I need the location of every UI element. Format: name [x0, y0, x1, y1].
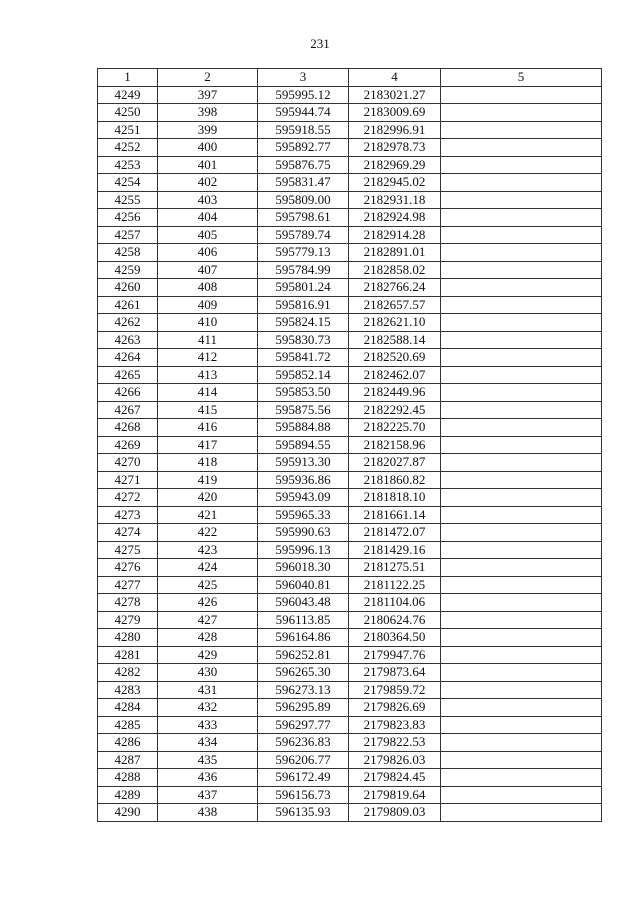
table-cell-col-3: 596135.93 [258, 804, 349, 822]
table-cell-col-2: 419 [158, 471, 258, 489]
table-row [98, 576, 602, 594]
table-cell-col-1: 4282 [98, 664, 158, 682]
table-cell-col-3: 595990.63 [258, 524, 349, 542]
table-cell-col-4: 2181661.14 [349, 506, 441, 524]
table-cell-col-4: 2179859.72 [349, 681, 441, 699]
table-cell-col-4: 2182931.18 [349, 191, 441, 209]
table-cell-col-3: 596206.77 [258, 751, 349, 769]
table-cell-col-3: 595798.61 [258, 209, 349, 227]
column-header-1: 1 [98, 69, 158, 87]
table-cell-col-2: 400 [158, 139, 258, 157]
table-row [98, 174, 602, 192]
table-cell-col-2: 404 [158, 209, 258, 227]
table-cell-col-2: 412 [158, 349, 258, 367]
table-row [98, 594, 602, 612]
table-cell-col-5 [441, 139, 602, 157]
table-cell-col-5 [441, 419, 602, 437]
table-row [98, 209, 602, 227]
table-cell-col-3: 595824.15 [258, 314, 349, 332]
table-cell-col-5 [441, 576, 602, 594]
table-cell-col-2: 422 [158, 524, 258, 542]
table-row [98, 611, 602, 629]
table-cell-col-3: 595816.91 [258, 296, 349, 314]
table-body [98, 86, 602, 821]
table-cell-col-1: 4271 [98, 471, 158, 489]
table-cell-col-3: 596164.86 [258, 629, 349, 647]
table-cell-col-2: 407 [158, 261, 258, 279]
table-cell-col-4: 2182914.28 [349, 226, 441, 244]
table-row [98, 489, 602, 507]
table-row [98, 454, 602, 472]
table-cell-col-3: 596043.48 [258, 594, 349, 612]
table-cell-col-2: 406 [158, 244, 258, 262]
table-cell-col-1: 4254 [98, 174, 158, 192]
table-cell-col-4: 2182621.10 [349, 314, 441, 332]
table-row [98, 191, 602, 209]
table-cell-col-2: 432 [158, 699, 258, 717]
table-cell-col-2: 435 [158, 751, 258, 769]
table-cell-col-1: 4250 [98, 104, 158, 122]
table-cell-col-3: 596156.73 [258, 786, 349, 804]
table-cell-col-1: 4261 [98, 296, 158, 314]
table-cell-col-5 [441, 314, 602, 332]
table-cell-col-1: 4260 [98, 279, 158, 297]
header-row [98, 69, 602, 87]
table-cell-col-2: 436 [158, 769, 258, 787]
table-cell-col-5 [441, 226, 602, 244]
table-cell-col-3: 595936.86 [258, 471, 349, 489]
table-cell-col-1: 4281 [98, 646, 158, 664]
table-cell-col-2: 408 [158, 279, 258, 297]
table-cell-col-5 [441, 716, 602, 734]
table-cell-col-4: 2182969.29 [349, 156, 441, 174]
column-header-5: 5 [441, 69, 602, 87]
table-cell-col-5 [441, 699, 602, 717]
table-row [98, 646, 602, 664]
table-cell-col-5 [441, 279, 602, 297]
table-row [98, 226, 602, 244]
table-cell-col-4: 2181472.07 [349, 524, 441, 542]
table-cell-col-2: 424 [158, 559, 258, 577]
table-row [98, 559, 602, 577]
table-cell-col-3: 596273.13 [258, 681, 349, 699]
table-cell-col-1: 4257 [98, 226, 158, 244]
table-cell-col-1: 4258 [98, 244, 158, 262]
table-cell-col-5 [441, 384, 602, 402]
table-cell-col-4: 2179823.83 [349, 716, 441, 734]
column-header-3: 3 [258, 69, 349, 87]
table-cell-col-1: 4251 [98, 121, 158, 139]
table-cell-col-2: 418 [158, 454, 258, 472]
table-cell-col-5 [441, 349, 602, 367]
table-cell-col-3: 595876.75 [258, 156, 349, 174]
table-cell-col-3: 596040.81 [258, 576, 349, 594]
table-cell-col-1: 4264 [98, 349, 158, 367]
table-cell-col-4: 2182766.24 [349, 279, 441, 297]
table-cell-col-2: 409 [158, 296, 258, 314]
table-row [98, 541, 602, 559]
table-cell-col-5 [441, 86, 602, 104]
table-cell-col-2: 416 [158, 419, 258, 437]
table-row [98, 279, 602, 297]
table-cell-col-3: 595801.24 [258, 279, 349, 297]
table-cell-col-2: 415 [158, 401, 258, 419]
table-cell-col-5 [441, 366, 602, 384]
table-cell-col-1: 4278 [98, 594, 158, 612]
table-row [98, 261, 602, 279]
table-cell-col-2: 417 [158, 436, 258, 454]
table-cell-col-3: 595789.74 [258, 226, 349, 244]
table-cell-col-2: 423 [158, 541, 258, 559]
table-row [98, 401, 602, 419]
table-row [98, 716, 602, 734]
table-row [98, 524, 602, 542]
table-cell-col-4: 2179826.69 [349, 699, 441, 717]
table-cell-col-3: 596295.89 [258, 699, 349, 717]
table-cell-col-4: 2181818.10 [349, 489, 441, 507]
table-cell-col-1: 4285 [98, 716, 158, 734]
table-cell-col-2: 431 [158, 681, 258, 699]
table-cell-col-5 [441, 594, 602, 612]
table-row [98, 139, 602, 157]
table-cell-col-1: 4265 [98, 366, 158, 384]
table-cell-col-4: 2179809.03 [349, 804, 441, 822]
table-cell-col-5 [441, 174, 602, 192]
table-cell-col-4: 2182449.96 [349, 384, 441, 402]
table-row [98, 436, 602, 454]
table-cell-col-5 [441, 786, 602, 804]
table-cell-col-5 [441, 611, 602, 629]
table-cell-col-4: 2183009.69 [349, 104, 441, 122]
table-cell-col-4: 2179822.53 [349, 734, 441, 752]
table-cell-col-4: 2179947.76 [349, 646, 441, 664]
table-cell-col-3: 596297.77 [258, 716, 349, 734]
table-cell-col-4: 2182027.87 [349, 454, 441, 472]
table-cell-col-3: 595841.72 [258, 349, 349, 367]
table-cell-col-5 [441, 559, 602, 577]
table-row [98, 769, 602, 787]
column-header-2: 2 [158, 69, 258, 87]
table-cell-col-1: 4269 [98, 436, 158, 454]
table-row [98, 804, 602, 822]
table-cell-col-5 [441, 804, 602, 822]
table-cell-col-3: 595995.12 [258, 86, 349, 104]
table-cell-col-1: 4255 [98, 191, 158, 209]
table-cell-col-3: 595894.55 [258, 436, 349, 454]
table-row [98, 699, 602, 717]
table-cell-col-2: 399 [158, 121, 258, 139]
table-cell-col-1: 4253 [98, 156, 158, 174]
table-cell-col-5 [441, 191, 602, 209]
table-cell-col-4: 2182996.91 [349, 121, 441, 139]
table-row [98, 331, 602, 349]
table-cell-col-5 [441, 489, 602, 507]
table-cell-col-4: 2182891.01 [349, 244, 441, 262]
table-cell-col-1: 4276 [98, 559, 158, 577]
table-cell-col-3: 595884.88 [258, 419, 349, 437]
table-row [98, 664, 602, 682]
table-cell-col-4: 2181860.82 [349, 471, 441, 489]
table-cell-col-4: 2181275.51 [349, 559, 441, 577]
table-cell-col-5 [441, 209, 602, 227]
table-cell-col-2: 428 [158, 629, 258, 647]
table-cell-col-1: 4280 [98, 629, 158, 647]
table-cell-col-1: 4262 [98, 314, 158, 332]
table-row [98, 681, 602, 699]
table-cell-col-5 [441, 436, 602, 454]
table-cell-col-1: 4270 [98, 454, 158, 472]
table-cell-col-5 [441, 331, 602, 349]
table-cell-col-3: 595784.99 [258, 261, 349, 279]
table-cell-col-4: 2182158.96 [349, 436, 441, 454]
table-cell-col-2: 398 [158, 104, 258, 122]
table-cell-col-1: 4279 [98, 611, 158, 629]
table-cell-col-1: 4249 [98, 86, 158, 104]
table-row [98, 751, 602, 769]
table-cell-col-2: 411 [158, 331, 258, 349]
table-cell-col-4: 2181429.16 [349, 541, 441, 559]
table-cell-col-1: 4272 [98, 489, 158, 507]
table-row [98, 786, 602, 804]
table-cell-col-2: 426 [158, 594, 258, 612]
table-cell-col-5 [441, 261, 602, 279]
table-cell-col-5 [441, 471, 602, 489]
table-row [98, 506, 602, 524]
table-cell-col-5 [441, 296, 602, 314]
table-cell-col-4: 2181104.06 [349, 594, 441, 612]
table-cell-col-2: 410 [158, 314, 258, 332]
table-cell-col-5 [441, 734, 602, 752]
table-cell-col-1: 4288 [98, 769, 158, 787]
table-cell-col-4: 2180624.76 [349, 611, 441, 629]
table-cell-col-1: 4252 [98, 139, 158, 157]
table-cell-col-1: 4267 [98, 401, 158, 419]
table-row [98, 349, 602, 367]
table-cell-col-2: 437 [158, 786, 258, 804]
table-row [98, 471, 602, 489]
table-cell-col-1: 4259 [98, 261, 158, 279]
table-cell-col-4: 2181122.25 [349, 576, 441, 594]
table-row [98, 296, 602, 314]
table-cell-col-3: 596265.30 [258, 664, 349, 682]
table-cell-col-1: 4266 [98, 384, 158, 402]
table-cell-col-3: 595913.30 [258, 454, 349, 472]
table-cell-col-1: 4277 [98, 576, 158, 594]
table-cell-col-3: 595779.13 [258, 244, 349, 262]
table-cell-col-4: 2182858.02 [349, 261, 441, 279]
table-row [98, 86, 602, 104]
table-cell-col-4: 2179819.64 [349, 786, 441, 804]
table-cell-col-4: 2182657.57 [349, 296, 441, 314]
table-cell-col-1: 4256 [98, 209, 158, 227]
table-cell-col-3: 596252.81 [258, 646, 349, 664]
table-cell-col-3: 595831.47 [258, 174, 349, 192]
table-cell-col-1: 4275 [98, 541, 158, 559]
table-cell-col-1: 4263 [98, 331, 158, 349]
table-cell-col-2: 421 [158, 506, 258, 524]
table-cell-col-2: 427 [158, 611, 258, 629]
table-cell-col-3: 595853.50 [258, 384, 349, 402]
table-cell-col-5 [441, 454, 602, 472]
table-cell-col-3: 595830.73 [258, 331, 349, 349]
table-cell-col-2: 425 [158, 576, 258, 594]
table-cell-col-4: 2179824.45 [349, 769, 441, 787]
table-cell-col-3: 595809.00 [258, 191, 349, 209]
table-cell-col-3: 595875.56 [258, 401, 349, 419]
table-cell-col-4: 2182225.70 [349, 419, 441, 437]
table-cell-col-5 [441, 646, 602, 664]
table-row [98, 629, 602, 647]
table-cell-col-1: 4289 [98, 786, 158, 804]
table-cell-col-2: 420 [158, 489, 258, 507]
table-cell-col-2: 414 [158, 384, 258, 402]
table-cell-col-2: 429 [158, 646, 258, 664]
table-cell-col-4: 2183021.27 [349, 86, 441, 104]
table-row [98, 734, 602, 752]
table-cell-col-1: 4287 [98, 751, 158, 769]
table-row [98, 314, 602, 332]
table-cell-col-2: 430 [158, 664, 258, 682]
table-cell-col-5 [441, 541, 602, 559]
table-cell-col-2: 413 [158, 366, 258, 384]
table-row [98, 419, 602, 437]
table-cell-col-4: 2182292.45 [349, 401, 441, 419]
table-cell-col-4: 2182978.73 [349, 139, 441, 157]
table-cell-col-4: 2180364.50 [349, 629, 441, 647]
table-cell-col-2: 405 [158, 226, 258, 244]
table-cell-col-4: 2182462.07 [349, 366, 441, 384]
table-cell-col-5 [441, 524, 602, 542]
table-cell-col-3: 595892.77 [258, 139, 349, 157]
table-row [98, 156, 602, 174]
coordinates-table [97, 68, 602, 822]
table-cell-col-3: 595965.33 [258, 506, 349, 524]
table-cell-col-4: 2179873.64 [349, 664, 441, 682]
table-cell-col-2: 397 [158, 86, 258, 104]
table-cell-col-5 [441, 156, 602, 174]
table-cell-col-1: 4286 [98, 734, 158, 752]
column-header-4: 4 [349, 69, 441, 87]
page-number: 231 [310, 36, 330, 51]
table-cell-col-2: 401 [158, 156, 258, 174]
table-row [98, 366, 602, 384]
table-cell-col-2: 402 [158, 174, 258, 192]
table-cell-col-3: 595918.55 [258, 121, 349, 139]
table-row [98, 104, 602, 122]
table-cell-col-3: 596018.30 [258, 559, 349, 577]
table-cell-col-5 [441, 664, 602, 682]
table-cell-col-1: 4284 [98, 699, 158, 717]
table-cell-col-3: 596113.85 [258, 611, 349, 629]
table-cell-col-5 [441, 121, 602, 139]
table-row [98, 384, 602, 402]
table-cell-col-2: 433 [158, 716, 258, 734]
table-cell-col-5 [441, 506, 602, 524]
table-cell-col-2: 438 [158, 804, 258, 822]
table-cell-col-3: 595996.13 [258, 541, 349, 559]
table-cell-col-3: 595944.74 [258, 104, 349, 122]
table-cell-col-4: 2179826.03 [349, 751, 441, 769]
table-cell-col-4: 2182588.14 [349, 331, 441, 349]
table-cell-col-4: 2182945.02 [349, 174, 441, 192]
table-cell-col-1: 4290 [98, 804, 158, 822]
table-cell-col-5 [441, 244, 602, 262]
table-cell-col-1: 4268 [98, 419, 158, 437]
table-cell-col-2: 403 [158, 191, 258, 209]
table-cell-col-1: 4274 [98, 524, 158, 542]
table-cell-col-5 [441, 629, 602, 647]
table-cell-col-4: 2182520.69 [349, 349, 441, 367]
table-cell-col-5 [441, 681, 602, 699]
table-cell-col-3: 595852.14 [258, 366, 349, 384]
table-cell-col-5 [441, 769, 602, 787]
table-row [98, 244, 602, 262]
table-cell-col-3: 595943.09 [258, 489, 349, 507]
table-cell-col-1: 4283 [98, 681, 158, 699]
table-cell-col-5 [441, 751, 602, 769]
table-cell-col-3: 596236.83 [258, 734, 349, 752]
table-cell-col-5 [441, 104, 602, 122]
table-cell-col-5 [441, 401, 602, 419]
table-row [98, 121, 602, 139]
table-cell-col-3: 596172.49 [258, 769, 349, 787]
table-cell-col-2: 434 [158, 734, 258, 752]
table-cell-col-1: 4273 [98, 506, 158, 524]
table-cell-col-4: 2182924.98 [349, 209, 441, 227]
